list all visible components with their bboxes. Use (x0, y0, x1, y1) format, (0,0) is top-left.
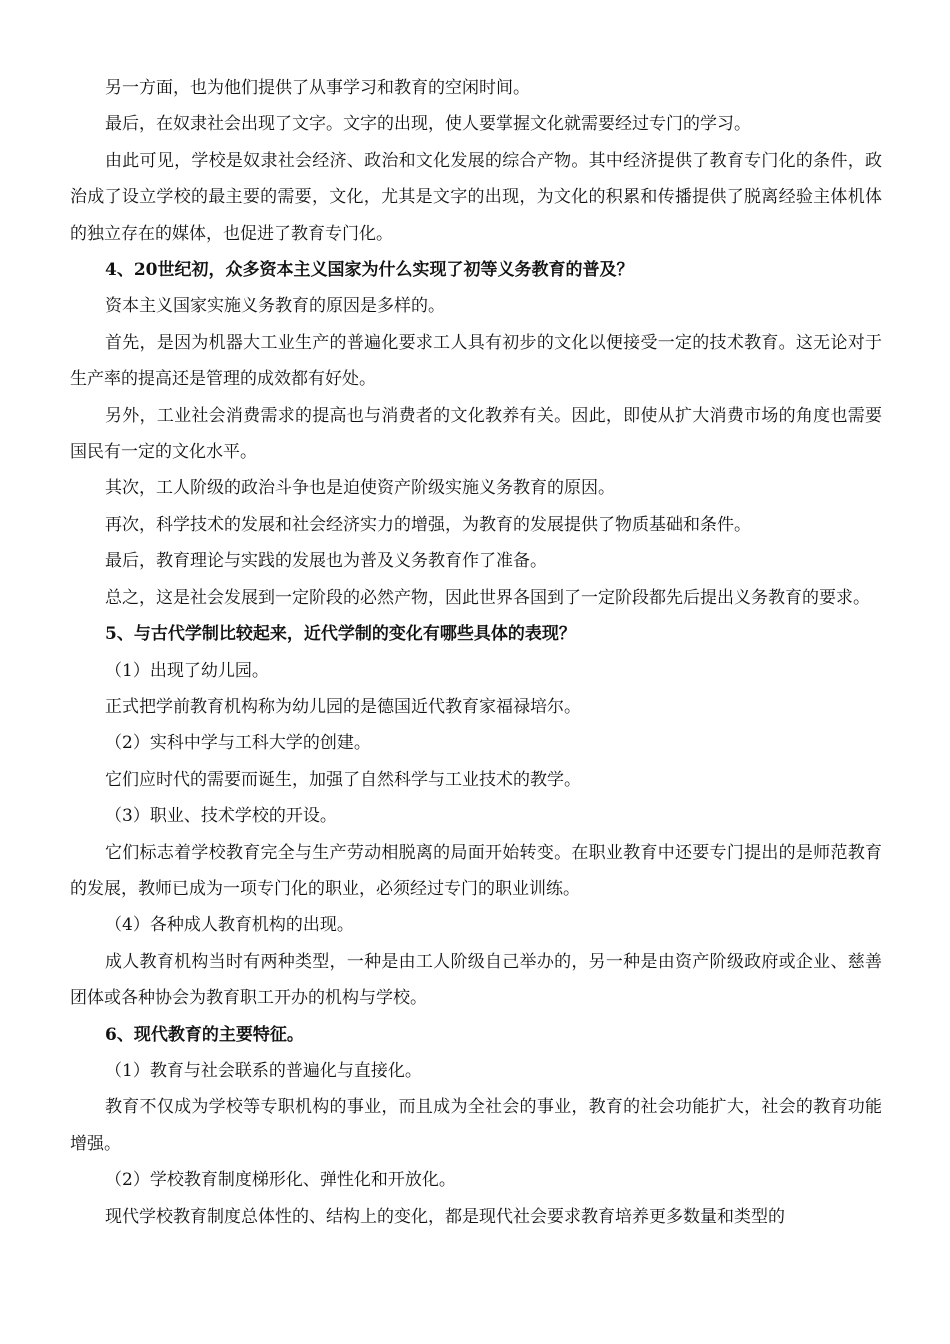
document-page (70, 70, 882, 1235)
paragraph: 资本主义国家实施义务教育的原因是多样的。 (105, 296, 445, 317)
list-item: （2）实科中学与工科大学的创建。 (105, 733, 371, 754)
list-item: （1）教育与社会联系的普遍化与直接化。 (105, 1060, 422, 1081)
paragraph: 正式把学前教育机构称为幼儿园的是德国近代教育家福禄培尔。 (105, 696, 581, 717)
paragraph: 其次，工人阶级的政治斗争也是迫使资产阶级实施义务教育的原因。 (105, 478, 615, 499)
paragraph: 最后，在奴隶社会出现了文字。文字的出现，使人要掌握文化就需要经过专门的学习。 (105, 114, 751, 135)
paragraph: 它们应时代的需要而诞生，加强了自然科学与工业技术的教学。 (105, 769, 581, 790)
question-heading: 6、现代教育的主要特征。 (105, 1024, 304, 1045)
paragraph: 由此可见，学校是奴隶社会经济、政治和文化发展的综合产物。其中经济提供了教育专门化的条件，政治成了设立学校的最主要的需要，文化，尤其是文字的出现，为文化的积累和传播提供了脱离经验主体机体的独立存在的媒体，也促进了教育专门化。 (70, 150, 882, 244)
question-heading: 5、与古代学制比较起来，近代学制的变化有哪些具体的表现？ (105, 624, 576, 645)
paragraph: 教育不仅成为学校等专职机构的事业，而且成为全社会的事业，教育的社会功能扩大，社会的教育功能增强。 (70, 1097, 882, 1154)
list-item: （4）各种成人教育机构的出现。 (105, 915, 354, 936)
paragraph: 首先，是因为机器大工业生产的普遍化要求工人具有初步的文化以便接受一定的技术教育。这无论对于生产率的提高还是管理的成效都有好处。 (70, 332, 882, 390)
paragraph: 再次，科学技术的发展和社会经济实力的增强，为教育的发展提供了物质基础和条件。 (105, 514, 751, 535)
paragraph: 最后，教育理论与实践的发展也为普及义务教育作了准备。 (105, 551, 547, 572)
question-heading: 4、20世纪初，众多资本主义国家为什么实现了初等义务教育的普及？ (105, 260, 634, 281)
paragraph: 另一方面，也为他们提供了从事学习和教育的空闲时间。 (105, 78, 530, 98)
paragraph: 另外，工业社会消费需求的提高也与消费者的文化教养有关。因此，即使从扩大消费市场的角度也需要国民有一定的文化水平。 (70, 405, 882, 463)
paragraph: 成人教育机构当时有两种类型，一种是由工人阶级自己举办的，另一种是由资产阶级政府或企业、慈善团体或各种协会为教育职工开办的机构与学校。 (70, 951, 882, 1009)
paragraph: 它们标志着学校教育完全与生产劳动相脱离的局面开始转变。在职业教育中还要专门提出的是师范教育的发展，教师已成为一项专门化的职业，必须经过专门的职业训练。 (70, 842, 882, 899)
list-item: （1）出现了幼儿园。 (105, 660, 269, 681)
paragraph: 现代学校教育制度总体性的、结构上的变化，都是现代社会要求教育培养更多数量和类型的 (105, 1206, 785, 1227)
list-item: （3）职业、技术学校的开设。 (105, 806, 337, 827)
list-item: （2）学校教育制度梯形化、弹性化和开放化。 (105, 1170, 456, 1191)
paragraph: 总之，这是社会发展到一定阶段的必然产物，因此世界各国到了一定阶段都先后提出义务教育的要求。 (105, 587, 870, 608)
